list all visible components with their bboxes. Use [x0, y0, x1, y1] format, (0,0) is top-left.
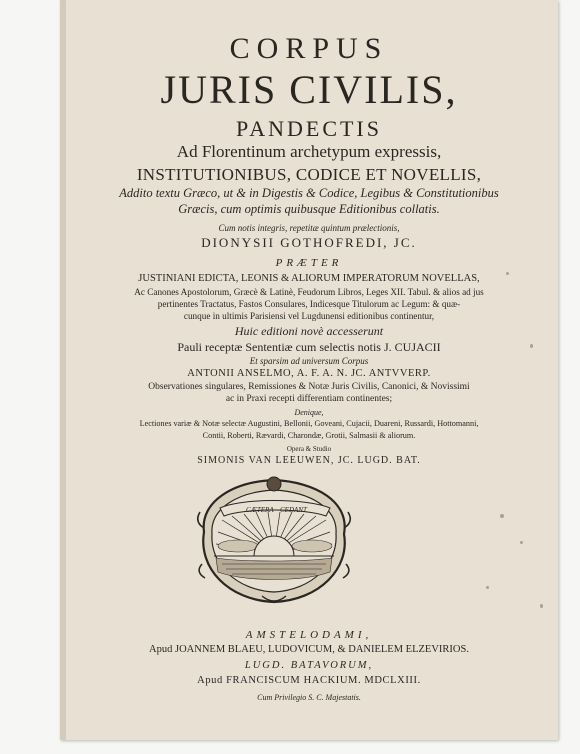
title-page [60, 0, 558, 740]
title-praeter: PRÆTER [275, 257, 343, 269]
foxing-spot [486, 586, 489, 589]
title-line-cunque: cunque in ultimis Parisiensi vel Lugdunensi editionibus continentur, [183, 311, 435, 321]
title-line-addito: Addito textu Græco, ut & in Digestis & Codice, Legibus & Constitutionibus [119, 186, 499, 200]
foxing-spot [540, 604, 543, 608]
imprint-blaeu-elzevirios: Apud JOANNEM BLAEU, LUDOVICUM, & DANIELEM ELZEVIRIOS. [149, 644, 469, 655]
title-institutionibus: INSTITUTIONIBUS, CODICE ET NOVELLIS, [136, 165, 482, 184]
title-line-pauli: Pauli receptæ Sententiæ cum selectis notis J. CUJACII [177, 340, 441, 354]
foxing-spot [520, 541, 523, 544]
title-juris-civilis: JURIS CIVILIS, [160, 67, 458, 112]
imprint-lugd-batavorum: LUGD. BATAVORUM, [244, 660, 374, 671]
title-line-observationes: Observationes singulares, Remissiones & Notæ Juris Civilis, Canonici, & Novissimi [148, 382, 470, 392]
title-line-ad-florentinum: Ad Florentinum archetypum expressis, [176, 142, 442, 161]
title-line-opera: Opera & Studio [286, 445, 332, 453]
emblem-sun-icon [192, 472, 357, 610]
emblem-motto-right: CEDANT [280, 506, 307, 514]
title-line-huic-editioni: Huic editioni novè accesserunt [234, 324, 384, 338]
author-anselmo: ANTONII ANSELMO, A. F. A. N. JC. ANTVVERP. [187, 368, 431, 379]
title-line-praxi: ac in Praxi recepti differentiam continentes; [225, 394, 393, 404]
title-line-graecis: Græcis, cum optimis quibusque Editionibus collatis. [178, 202, 440, 216]
imprint-amstelodami: AMSTELODAMI, [245, 629, 373, 641]
title-line-pertinentes: pertinentes Tractatus, Fastos Consulares, Indicesque Titulorum ac Legum: & quæ- [157, 299, 461, 309]
title-line-denique: Denique, [294, 408, 324, 417]
title-corpus: CORPUS [229, 32, 389, 65]
author-van-leeuwen: SIMONIS VAN LEEUWEN, JC. LUGD. BAT. [197, 455, 421, 466]
emblem-motto-left: CÆTERA [246, 506, 274, 514]
foxing-spot [500, 514, 504, 518]
imprint-hackium-date: Apud FRANCISCUM HACKIUM. MDCLXIII. [197, 675, 421, 686]
author-gothofredi: DIONYSII GOTHOFREDI, JC. [201, 235, 417, 250]
title-line-canones: Ac Canones Apostolorum, Græcè & Latinè, Feudorum Libros, Leges XII. Tabul. & alios ad jus [134, 287, 484, 297]
title-line-et-sparsim: Et sparsim ad universum Corpus [249, 356, 369, 366]
title-line-lectiones: Lectiones variæ & Notæ selectæ Augustini, Bellonii, Goveani, Cujacii, Duareni, Russardi, Hottomanni, [139, 419, 479, 428]
title-pandectis: PANDECTIS [236, 116, 382, 141]
title-line-cum-notis: Cum notis integris, repetitæ quintum prælectionis, [218, 223, 400, 233]
title-justiniani: JUSTINIANI EDICTA, LEONIS & ALIORUM IMPERATORUM NOVELLAS, [138, 273, 480, 284]
title-line-contii: Contii, Roberti, Rævardi, Charondæ, Grotii, Salmasii & aliorum. [202, 431, 416, 440]
imprint-privilegio: Cum Privilegio S. C. Majestatis. [257, 693, 361, 702]
